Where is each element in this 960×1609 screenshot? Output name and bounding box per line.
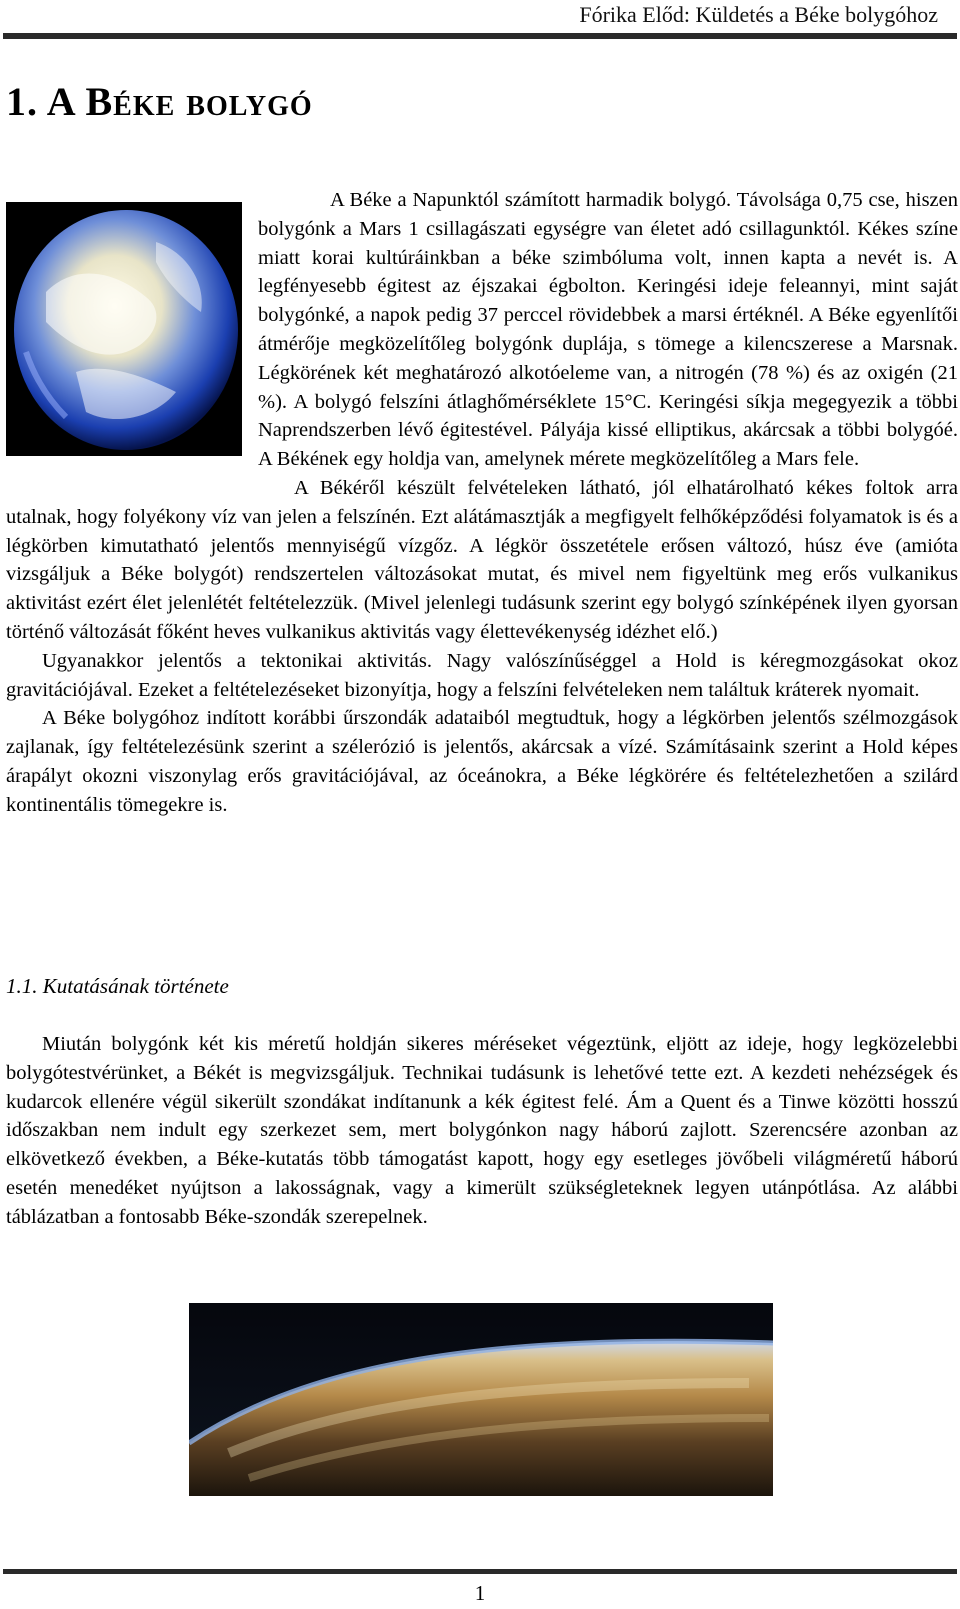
main-paragraph-1-text: A Béke a Napunktól számított harmadik bolygó. Távolsága 0,75 cse, hiszen bolygónk a Mars 1 csillagászati egységre van életet adó csillagunktól. Kékes színe miatt korai kultúráinkban a béke szimbóluma volt, innen kapta a nevét is. A legfényesebb égitest az éjszakai égbolton. Keringési ideje feleannyi, mint saját bolygónké, a napok pedig 37 perccel rövidebbek a marsi értéknél. A Béke egyenlítői átmérője megközelítőleg bolygónk duplája, s tömege a kilencszerese a Marsnak. Légkörének két meghatározó alkotóeleme van, a nitrogén (78 %) és az oxigén (21 %). A bolygó felszíni átlaghőmérséklete 15°C. Keringési síkja megegyezik a többi Naprendszerben lévő égitestével. Pályája kissé elliptikus, akárcsak a többi bolygóé. A Békének egy holdja van, amelynek mérete megközelítőleg a Mars fele. [258, 189, 958, 471]
horizon-illustration [189, 1303, 773, 1496]
main-paragraph-4: A Béke bolygóhoz indított korábbi űrszondák adataiból megtudtuk, hogy a légkörben jelentős szélmozgások zajlanak, így feltételezésünk szerint a szélerózió is jelentős, akárcsak a vízé. Számításaink szerint a Hold képes árapályt okozni viszonylag erős gravitációjával, az óceánokra, a Béke légkörére és feltételezhetően a szilárd kontinentális tömegekre is. [6, 707, 958, 816]
globe-illustration [6, 202, 242, 456]
footer-rule [3, 1569, 957, 1574]
main-section [6, 186, 958, 820]
history-paragraph-1: Miután bolygónk két kis méretű holdján sikeres méréseket végeztünk, eljött az ideje, hogy legközelebbi bolygótestvérünket, a Békét is megvizsgáljuk. Technikai tudásunk is lehetővé tette ezt. A kezdeti nehézségek és kudarcok ellenére végül sikerült szondákat indítanunk a kék égitest felé. Ám a Quent és a Tinwe közötti hosszú időszakban nem indult egy szerkezet sem, mert bolygónkon nagy háború zajlott. Szerencsére azonban az elkövetkező években, a Béke-kutatás több támogatást kapott, hogy egy esetleges jövőbeli világméretű háború esetén menedéket nyújtson a lakosságnak, vagy a kimerült szükségleteknek legyen utánpótlása. Az alábbi táblázatban a fontosabb Béke-szondák szerepelnek. [6, 1033, 958, 1228]
main-paragraph-3: Ugyanakkor jelentős a tektonikai aktivitás. Nagy valószínűséggel a Hold is kéregmozgásokat okoz gravitációjával. Ezeket a feltételezéseket bizonyítja, hogy a felszíni felvételeken nem találtuk kráterek nyomait. [6, 649, 958, 701]
header-rule [3, 33, 957, 39]
globe-photo-frame [6, 202, 242, 456]
history-section [6, 1030, 958, 1232]
main-paragraph-2: A Békéről készült felvételeken látható, jól elhatárolható kékes foltok arra utalnak, hogy folyékony víz van jelen a felszínén. Ezt alátámasztják a megfigyelt felhőképződési folyamatok is és a légkörben kimutatható jelentős mennyiségű vízgőz. A légkör összetétele erősen változó, húsz éve (amióta vizsgáljuk a Béke bolygót) rendszertelen változásokat mutat, és mivel nem figyeltünk meg erős vulkanikus aktivitást ezért élet jelenlétét feltételezzük. (Mivel jelenlegi tudásunk szerint egy bolygó színképének ilyen gyorsan történő változását főként heves vulkanikus aktivitás vagy élettevékenység idézhet elő.) [6, 476, 958, 643]
page-number: 1 [474, 1581, 486, 1605]
planet-horizon-image [189, 1303, 773, 1496]
running-header: Fórika Előd: Küldetés a Béke bolygóhoz [579, 2, 938, 27]
section-heading-history: 1.1. Kutatásának története [6, 974, 229, 998]
chapter-title: 1. A Béke bolygó [6, 79, 313, 124]
planet-globe-image [6, 202, 258, 492]
